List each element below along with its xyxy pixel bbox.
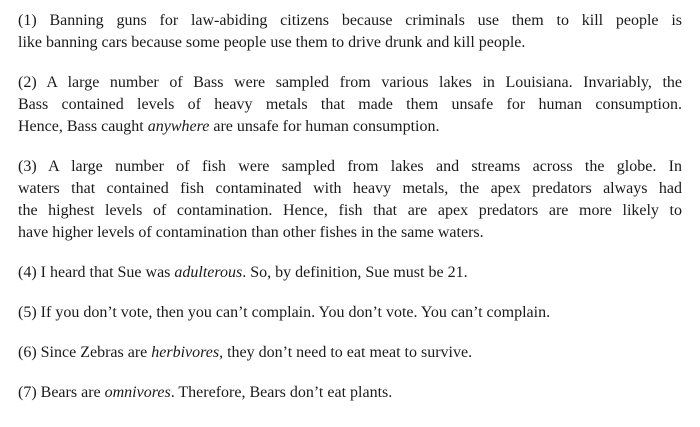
argument-item-6 bbox=[18, 342, 682, 364]
argument-3-line-1: (3) A large number of fish were sampled from lakes and streams across the globe. In bbox=[18, 158, 682, 175]
argument-4-line-1: (4) I heard that Sue was adulterous. So, by definition, Sue must be 21. bbox=[18, 264, 468, 281]
emphasis-anywhere: anywhere bbox=[147, 118, 210, 135]
argument-2-line-1: (2) A large number of Bass were sampled from various lakes in Louisiana. Invariably, the bbox=[18, 74, 682, 91]
emphasis-adulterous: adulterous bbox=[174, 264, 243, 281]
emphasis-omnivores: omnivores bbox=[104, 384, 171, 401]
argument-3-line-3: the highest levels of contamination. Hence, fish that are apex predators are more likely to bbox=[18, 202, 682, 219]
argument-item-2 bbox=[18, 72, 682, 138]
argument-item-4 bbox=[18, 262, 682, 284]
argument-3-line-4: have higher levels of contamination than other fishes in the same waters. bbox=[18, 224, 484, 241]
argument-2-line-3: Hence, Bass caught anywhere are unsafe for human consumption. bbox=[18, 118, 440, 135]
argument-item-7 bbox=[18, 382, 682, 404]
argument-7-line-1: (7) Bears are omnivores. Therefore, Bears don’t eat plants. bbox=[18, 384, 393, 401]
argument-item-1 bbox=[18, 10, 682, 54]
argument-3-line-2: waters that contained fish contaminated with heavy metals, the apex predators always had bbox=[18, 180, 682, 197]
argument-1-line-2: like banning cars because some people use them to drive drunk and kill people. bbox=[18, 34, 526, 51]
argument-1-line-1: (1) Banning guns for law-abiding citizens because criminals use them to kill people is bbox=[18, 12, 682, 29]
emphasis-herbivores: herbivores bbox=[151, 344, 220, 361]
argument-5-line-1: (5) If you don’t vote, then you can’t complain. You don’t vote. You can’t complain. bbox=[18, 304, 551, 321]
argument-2-line-2: Bass contained levels of heavy metals that made them unsafe for human consumption. bbox=[18, 96, 682, 113]
argument-item-3 bbox=[18, 156, 682, 244]
argument-6-line-1: (6) Since Zebras are herbivores, they don’t need to eat meat to survive. bbox=[18, 344, 473, 361]
argument-list bbox=[18, 10, 682, 404]
argument-item-5 bbox=[18, 302, 682, 324]
